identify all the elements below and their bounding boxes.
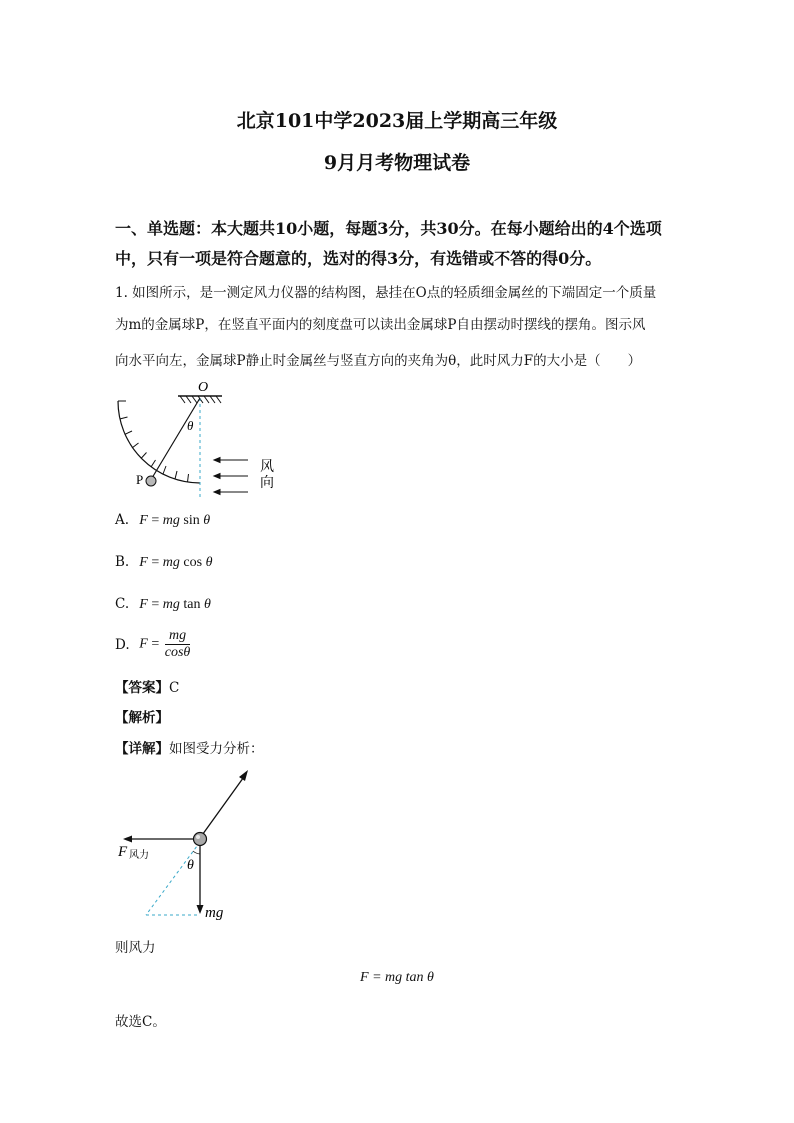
label-P: P <box>136 472 144 487</box>
option-b-label: B. <box>115 554 130 570</box>
option-a-var: θ <box>203 513 211 528</box>
option-c-label: C. <box>115 596 130 612</box>
label-mg: mg <box>205 905 224 921</box>
scale-arc <box>118 401 200 483</box>
option-c-eq: = <box>151 597 160 612</box>
label-O: O <box>198 380 209 395</box>
option-d-label: D. <box>115 636 130 653</box>
option-c-var: θ <box>204 597 211 612</box>
conclusion-line1: 则风力 <box>115 940 156 956</box>
option-c-fn: tan <box>183 597 201 612</box>
option-b-var: θ <box>205 555 213 570</box>
wind-instrument-figure <box>110 376 290 498</box>
option-a-label: A. <box>115 512 130 528</box>
option-b-fn: cos <box>183 555 203 570</box>
option-c-lhs: F <box>139 597 148 612</box>
option-d-lhs: F <box>139 636 148 652</box>
option-d <box>115 628 190 661</box>
answer-value: C <box>169 680 180 696</box>
answer-tag: 【答案】 <box>115 680 169 696</box>
gravity-arrowhead <box>197 905 204 914</box>
option-b-mg: mg <box>162 555 180 570</box>
question-text-line1: 1. 如图所示，是一测定风力仪器的结构图，悬挂在O点的轻质细金属丝的下端固定一个质量 <box>115 285 657 301</box>
conclusion-formula: F = mg tan θ <box>360 970 434 985</box>
page-title-line1: 北京101中学2023届上学期高三年级 <box>236 110 558 132</box>
dashed-resultant <box>146 842 200 915</box>
label-F-wind: F <box>118 844 128 860</box>
ball-highlight <box>196 835 200 839</box>
option-a-fn: sin <box>183 513 200 528</box>
force-ball <box>194 833 207 846</box>
option-c <box>115 596 211 613</box>
metal-wire <box>152 398 200 478</box>
question-text-line3: 向水平向左，金属球P静止时金属丝与竖直方向的夹角为θ，此时风力F的大小是（ ） <box>115 353 642 369</box>
question-text-line2: 为m的金属球P，在竖直平面内的刻度盘可以读出金属球P自由摆动时摆线的摆角。图示风 <box>115 317 646 333</box>
detail-text: 如图受力分析： <box>169 741 264 757</box>
section-heading-line1: 一、单选题：本大题共10小题，每题3分，共30分。在每小题给出的4个选项 <box>115 219 662 238</box>
angle-arc <box>193 851 200 854</box>
option-d-fraction <box>165 628 191 661</box>
section-heading-line2: 中，只有一项是符合题意的，选对的得3分，有选错或不答的得0分。 <box>115 249 602 268</box>
wind-arrows <box>214 458 248 495</box>
answer-line <box>115 676 179 696</box>
option-d-eq: = <box>151 636 160 652</box>
option-c-mg: mg <box>162 597 180 612</box>
label-theta: θ <box>187 418 194 433</box>
metal-ball-P <box>146 476 156 486</box>
detail-line <box>115 737 264 757</box>
option-a <box>115 512 210 529</box>
option-b-lhs: F <box>139 555 148 570</box>
option-b-eq: = <box>151 555 160 570</box>
option-d-numerator: mg <box>165 628 191 645</box>
tension-vector <box>200 774 246 838</box>
option-d-denominator: cosθ <box>164 645 191 660</box>
force-analysis-figure <box>112 764 262 924</box>
tension-arrowhead <box>239 770 248 781</box>
page-title-line2: 9月月考物理试卷 <box>323 152 471 174</box>
detail-tag: 【详解】 <box>115 741 169 757</box>
analysis-tag: 【解析】 <box>115 710 169 726</box>
label-wind-1: 风 <box>260 460 274 475</box>
wind-force-arrowhead <box>123 836 132 843</box>
label-theta-2: θ <box>187 858 194 873</box>
option-a-eq: = <box>151 513 160 528</box>
option-a-mg: mg <box>162 513 180 528</box>
label-F-wind-subscript: 风力 <box>129 850 149 861</box>
label-wind-2: 向 <box>260 476 274 491</box>
conclusion-final: 故选C。 <box>115 1014 166 1030</box>
option-b <box>115 554 212 571</box>
option-a-lhs: F <box>139 513 148 528</box>
